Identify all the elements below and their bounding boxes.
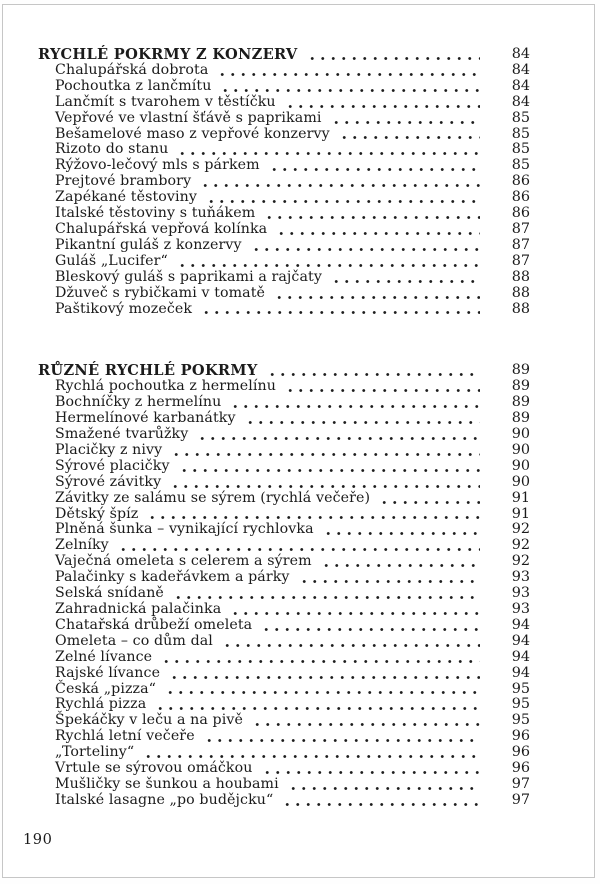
toc-page-number: 86 (511, 205, 530, 222)
dot-leader (177, 152, 480, 155)
toc-row (38, 713, 530, 729)
toc-row (38, 697, 530, 713)
dot-leader (321, 564, 480, 567)
toc-page-number: 87 (511, 236, 530, 253)
scanned-page (2, 4, 595, 878)
dot-leader (245, 421, 480, 424)
dot-leader (230, 405, 480, 408)
toc-page-number: 91 (511, 505, 530, 522)
toc-page-number: 85 (511, 141, 530, 158)
toc-page-number: 94 (511, 616, 530, 633)
toc-row (38, 254, 530, 270)
table-of-contents (38, 47, 530, 809)
toc-page-number: 87 (511, 220, 530, 237)
toc-page-number: 93 (511, 601, 530, 617)
toc-item-label: Hermelínové karbanátky (55, 410, 236, 427)
toc-item-label: Mušličky se šunkou a houbami (55, 775, 279, 792)
toc-row (38, 411, 530, 427)
toc-row (38, 427, 530, 443)
toc-row (38, 522, 530, 538)
toc-page-number: 94 (511, 648, 530, 665)
toc-item-label: Zelné lívance (55, 648, 153, 665)
toc-item-label: Bleskový guláš s paprikami a rajčaty (55, 268, 322, 285)
toc-page-number: 95 (511, 696, 530, 713)
toc-item-label: Paštikový mozeček (55, 300, 193, 317)
toc-row (38, 793, 530, 809)
toc-row (38, 570, 530, 586)
toc-page-number: 96 (511, 744, 530, 761)
toc-item-label: Lančmít s tvarohem v těstíčku (55, 93, 276, 110)
toc-item-label: Dětský špíz (55, 505, 139, 522)
dot-leader (276, 232, 480, 235)
toc-item-label: „Torteliny“ (55, 744, 135, 761)
toc-row (38, 222, 530, 238)
dot-leader (331, 121, 480, 124)
toc-item-label: Vepřové ve vlastní šťávě s paprikami (55, 109, 322, 126)
toc-page-number: 94 (511, 664, 530, 681)
dot-leader (217, 73, 480, 76)
toc-page-number: 88 (511, 300, 530, 317)
toc-row (38, 379, 530, 395)
toc-item-label: Chalupářská vepřová kolínka (55, 220, 268, 237)
toc-item-label: Sýrové placičky (55, 457, 170, 474)
dot-leader (261, 628, 480, 631)
toc-row (38, 777, 530, 793)
dot-leader (285, 105, 480, 108)
toc-page-number: 89 (511, 410, 530, 427)
toc-item-label: Česká „pizza“ (55, 680, 157, 697)
toc-page-number: 93 (511, 569, 530, 586)
toc-section-title: RŮZNÉ RYCHLÉ POKRMY (38, 362, 258, 380)
toc-item-label: Chalupářská dobrota (55, 61, 209, 78)
dot-leader (201, 311, 480, 314)
toc-item-label: Rýžovo-lečový mls s párkem (55, 157, 260, 174)
toc-row (38, 174, 530, 190)
toc-row (38, 286, 530, 302)
toc-item-label: Prejtové brambory (55, 173, 192, 190)
dot-leader (165, 691, 480, 694)
dot-leader (307, 57, 480, 60)
toc-item-label: Špekáčky v leču a na pivě (55, 712, 243, 729)
dot-leader (282, 803, 480, 806)
toc-row (38, 666, 530, 682)
toc-row (38, 270, 530, 286)
toc-row (38, 729, 530, 745)
toc-row (38, 127, 530, 143)
dot-leader (339, 136, 480, 139)
toc-page-number: 84 (511, 77, 530, 94)
dot-leader (206, 200, 480, 203)
toc-page-number: 90 (511, 473, 530, 490)
dot-leader (179, 469, 480, 472)
dot-leader (222, 644, 480, 647)
dot-leader (269, 168, 480, 171)
dot-leader (177, 264, 480, 267)
toc-page-number: 90 (511, 441, 530, 458)
dot-leader (204, 739, 480, 742)
toc-item-label: Italské těstoviny s tuňákem (55, 205, 256, 222)
toc-item-label: Rychlá pochoutka z hermelínu (55, 378, 276, 395)
toc-row (38, 554, 530, 570)
toc-item-label: Placičky z nivy (55, 441, 163, 458)
toc-row (38, 761, 530, 777)
toc-section-title-row (38, 363, 530, 379)
toc-page-number: 97 (511, 775, 530, 792)
toc-item-label: Rizoto do stanu (55, 141, 169, 158)
toc-item-label: Omeleta – co dům dal (55, 632, 213, 649)
toc-item-label: Smažené tvarůžky (55, 426, 189, 443)
toc-item-label: Závitky ze salámu se sýrem (rychlá večeře) (55, 489, 371, 506)
toc-page-number: 91 (511, 489, 530, 506)
dot-leader (143, 755, 480, 758)
dot-leader (285, 389, 480, 392)
toc-row (38, 190, 530, 206)
toc-row (38, 634, 530, 650)
toc-row (38, 618, 530, 634)
toc-page-number: 92 (511, 521, 530, 538)
toc-item-label: Zapékané těstoviny (55, 189, 198, 206)
toc-item-label: Rajské lívance (55, 664, 161, 681)
toc-page-number: 92 (511, 537, 530, 554)
dot-leader (118, 548, 480, 551)
toc-item-label: Rychlá pizza (55, 696, 147, 713)
dot-leader (173, 596, 480, 599)
toc-row (38, 79, 530, 95)
toc-row (38, 602, 530, 618)
toc-item-label: Sýrové závitky (55, 473, 162, 490)
dot-leader (251, 248, 480, 251)
dot-leader (200, 184, 480, 187)
dot-leader (169, 676, 480, 679)
dot-leader (197, 437, 480, 440)
dot-leader (230, 612, 480, 615)
dot-leader (170, 485, 480, 488)
toc-page-number: 96 (511, 728, 530, 745)
toc-item-label: Rychlá letní večeře (55, 728, 195, 745)
page-folio: 190 (23, 831, 53, 848)
dot-leader (379, 501, 480, 504)
dot-leader (161, 660, 480, 663)
toc-page-number: 92 (511, 553, 530, 570)
toc-item-label: Chatařská drůbeží omeleta (55, 616, 253, 633)
toc-item-label: Džuveč s rybičkami v tomatě (55, 284, 266, 301)
dot-leader (274, 296, 480, 299)
toc-row (38, 491, 530, 507)
toc-page-number: 84 (511, 46, 530, 62)
toc-section-title: RYCHLÉ POKRMY Z KONZERV (38, 46, 298, 63)
toc-page-number: 84 (511, 61, 530, 78)
dot-leader (262, 771, 481, 774)
toc-item-label: Bochníčky z hermelínu (55, 394, 222, 411)
toc-page-number: 93 (511, 585, 530, 602)
toc-page-number: 86 (511, 173, 530, 190)
toc-page-number: 90 (511, 457, 530, 474)
toc-page-number: 96 (511, 760, 530, 777)
dot-leader (264, 216, 480, 219)
toc-section (38, 47, 530, 317)
toc-item-label: Guláš „Lucifer“ (55, 252, 168, 269)
dot-leader (288, 787, 480, 790)
dot-leader (252, 723, 480, 726)
toc-item-label: Selská snídaně (55, 585, 164, 602)
toc-page-number: 85 (511, 157, 530, 174)
dot-leader (323, 532, 480, 535)
toc-row (38, 302, 530, 318)
toc-page-number: 95 (511, 712, 530, 729)
toc-page-number: 85 (511, 109, 530, 126)
dot-leader (267, 373, 480, 376)
toc-row (38, 63, 530, 79)
toc-row (38, 745, 530, 761)
dot-leader (331, 280, 480, 283)
toc-item-label: Zelníky (55, 537, 109, 554)
toc-item-label: Bešamelové maso z vepřové konzervy (55, 125, 330, 142)
toc-row (38, 158, 530, 174)
toc-section (38, 363, 530, 808)
toc-item-label: Zahradnická palačinka (55, 601, 222, 617)
toc-page-number: 89 (511, 378, 530, 395)
toc-section-title-row (38, 47, 530, 63)
toc-row (38, 206, 530, 222)
toc-page-number: 87 (511, 252, 530, 269)
toc-row (38, 443, 530, 459)
toc-page-number: 94 (511, 632, 530, 649)
toc-page-number: 88 (511, 268, 530, 285)
dot-leader (155, 707, 480, 710)
dot-leader (171, 453, 480, 456)
toc-page-number: 90 (511, 426, 530, 443)
toc-page-number: 95 (511, 680, 530, 697)
dot-leader (220, 89, 480, 92)
toc-item-label: Pikantní guláš z konzervy (55, 236, 242, 253)
toc-row (38, 111, 530, 127)
toc-row (38, 682, 530, 698)
toc-page-number: 89 (511, 394, 530, 411)
toc-page-number: 97 (511, 791, 530, 808)
toc-item-label: Vrtule se sýrovou omáčkou (55, 760, 253, 777)
toc-item-label: Palačinky s kadeřávkem a párky (55, 569, 290, 586)
toc-row (38, 650, 530, 666)
dot-leader (147, 516, 480, 519)
toc-item-label: Vaječná omeleta s celerem a sýrem (55, 553, 312, 570)
toc-row (38, 395, 530, 411)
toc-row (38, 238, 530, 254)
toc-page-number: 89 (511, 362, 530, 379)
toc-page-number: 88 (511, 284, 530, 301)
toc-item-label: Pochoutka z lančmítu (55, 77, 212, 94)
dot-leader (299, 580, 480, 583)
toc-page-number: 85 (511, 125, 530, 142)
toc-row (38, 142, 530, 158)
toc-item-label: Plněná šunka – vynikající rychlovka (55, 521, 314, 538)
toc-row (38, 95, 530, 111)
toc-row (38, 586, 530, 602)
toc-row (38, 459, 530, 475)
toc-row (38, 538, 530, 554)
toc-page-number: 86 (511, 189, 530, 206)
toc-item-label: Italské lasagne „po budějcku“ (55, 791, 274, 808)
toc-page-number: 84 (511, 93, 530, 110)
toc-row (38, 475, 530, 491)
